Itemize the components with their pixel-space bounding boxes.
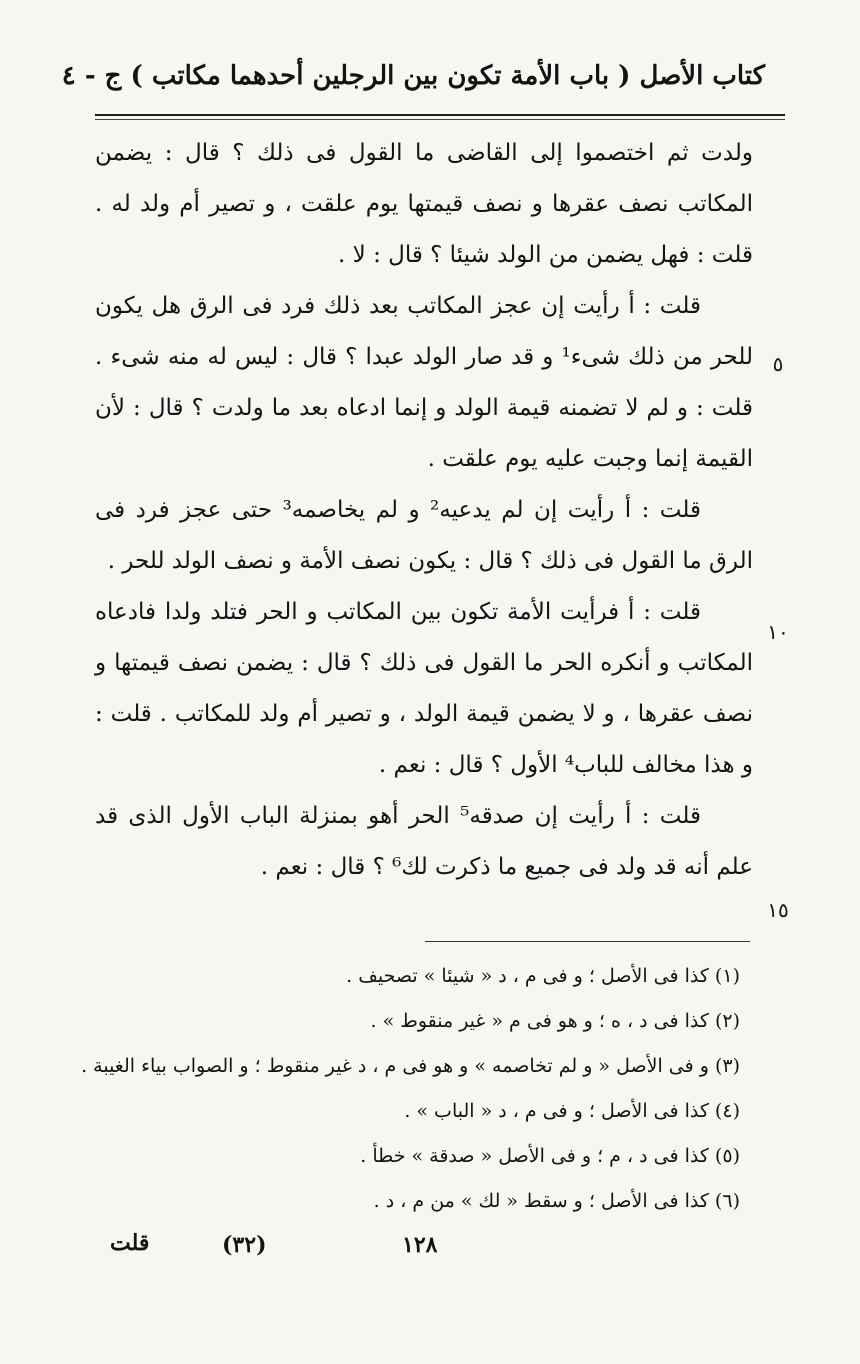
paragraph: قلت : أ رأيت إن لم يدعيه² و لم يخاصمه³ حتى عجز فرد فى الرق ما القول فى ذلك ؟ قال : يكون نصف الأمة و نصف الولد للحر . — [95, 497, 753, 574]
footnotes — [81, 954, 740, 1224]
paragraph: قلت : أ رأيت إن عجز المكاتب بعد ذلك فرد فى الرق هل يكون للحر من ذلك شىء¹ و قد صار الولد عبدا ؟ قال : ليس له منه شىء . قلت : و لم لا تضمنه قيمة الولد و إنما ادعاه بعد ما ولدت ؟ قال : لأن القيمة إنما وجبت عليه يوم علقت . — [95, 293, 753, 472]
header-rule — [95, 114, 785, 116]
line-number: ١٠ — [767, 620, 789, 644]
header-rule-thin — [95, 119, 785, 120]
main-text — [95, 128, 753, 893]
footnote: (١) كذا فى الأصل ؛ و فى م ، د « شيئا » تصحيف . — [346, 965, 740, 987]
line-number: ١٥ — [767, 898, 789, 922]
footnote: (٤) كذا فى الأصل ؛ و فى م ، د « الباب » . — [404, 1100, 740, 1122]
running-header: كتاب الأصل ( باب الأمة تكون بين الرجلين أحدهما مكاتب ) ج - ٤ — [61, 61, 765, 91]
footnote: (٦) كذا فى الأصل ؛ و سقط « لك » من م ، د . — [373, 1190, 740, 1212]
paragraph: ولدت ثم اختصموا إلى القاضى ما القول فى ذلك ؟ قال : يضمن المكاتب نصف عقرها و نصف قيمتها يوم علقت ، و تصير أم ولد له . قلت : فهل يضمن من الولد شيئا ؟ قال : لا . — [95, 140, 753, 268]
footnote-rule — [425, 941, 750, 942]
footnote: (٣) و فى الأصل « و لم تخاصمه » و هو فى م ، د غير منقوط ؛ و الصواب بياء الغيبة . — [81, 1055, 740, 1077]
footnote: (٥) كذا فى د ، م ؛ و فى الأصل « صدقة » خطأ . — [360, 1145, 740, 1167]
page-number: ١٢٨ — [402, 1232, 438, 1258]
paragraph: قلت : أ فرأيت الأمة تكون بين المكاتب و الحر فتلد ولدا فادعاه المكاتب و أنكره الحر ما القول فى ذلك ؟ قال : يضمن نصف قيمتها و نصف عقرها ، و لا يضمن قيمة الولد ، و تصير أم ولد للمكاتب . قلت : و هذا مخالف للباب⁴ الأول ؟ قال : نعم . — [95, 599, 753, 778]
paragraph: قلت : أ رأيت إن صدقه⁵ الحر أهو بمنزلة الباب الأول الذى قد علم أنه قد ولد فى جميع ما ذكرت لك⁶ ؟ قال : نعم . — [95, 803, 753, 880]
catchword: قلت — [110, 1230, 150, 1256]
signature-mark: (٣٢) — [222, 1232, 267, 1258]
line-number: ٥ — [772, 352, 784, 376]
footnote: (٢) كذا فى د ، ه ؛ و هو فى م « غير منقوط » . — [370, 1010, 740, 1032]
